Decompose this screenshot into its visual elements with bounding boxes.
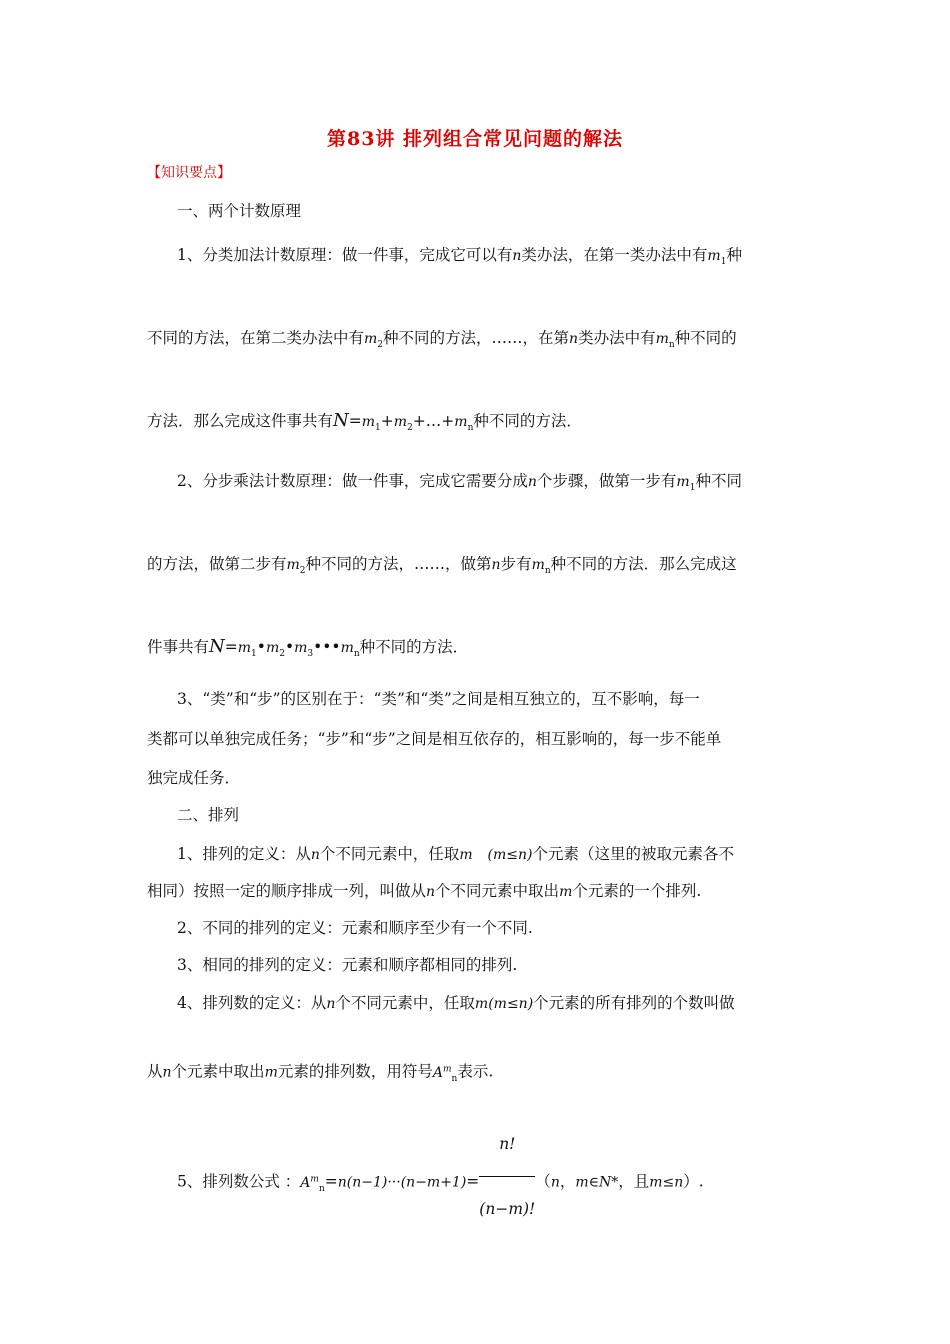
q5-formula: 5、排列数公式 ：$A^m_n=n(n-1)\cdot\cdot\cdot(n-m+1)=$ $\frac{n!}{(n-m)!}$ （n，m∈N*，且m≤n）.	[177, 1120, 704, 1245]
heading-counting-principles: 一、两个计数原理	[177, 202, 302, 220]
q3-line: 3、相同的排列的定义：元素和顺序都相同的排列.	[177, 956, 518, 974]
p2-line1: 2、分步乘法计数原理：做一件事，完成它需要分成n个步骤，做第一步有$m_1$种不同	[177, 472, 742, 493]
mn-symbol: $m_n$	[655, 331, 675, 350]
page-title: 第83讲 排列组合常见问题的解法	[326, 128, 624, 150]
p2-line3: 件事共有$N=m_1•m_2•m_3•••m_n$种不同的方法．	[147, 636, 469, 659]
p1-line3: 方法．那么完成这件事共有$N=m_1+m_2+\dots+m_n$种不同的方法．	[147, 410, 582, 433]
p1-line1: 1、分类加法计数原理：做一件事，完成它可以有n类办法，在第一类办法中有$m_1$种	[177, 246, 742, 267]
p1-line2: 不同的方法，在第二类办法中有$m_2$种不同的方法，……，在第n类办法中有$m_n$种不同的	[147, 329, 737, 350]
m2-symbol: $m_2$	[364, 331, 384, 350]
section-tag: 【知识要点】	[147, 165, 231, 181]
q4-line1: 4、排列数的定义：从n个不同元素中，任取m(m≤n)个元素的所有排列的个数叫做	[177, 994, 735, 1012]
heading-permutation: 二、排列	[177, 806, 240, 824]
p3-line3: 独完成任务．	[147, 769, 241, 787]
m1-symbol: $m_1$	[707, 248, 727, 267]
fraction: $\frac{n!}{(n-m)!}$	[479, 1114, 535, 1239]
p3-line2: 类都可以单独完成任务；“步”和“步”之间是相互依存的，相互影响的，每一步不能单	[147, 730, 722, 748]
p3-line1: 3、“类”和“步”的区别在于：“类”和“类”之间是相互独立的，互不影响，每一	[177, 690, 700, 708]
p2-line2: 的方法，做第二步有$m_2$种不同的方法，……，做第n步有$m_n$种不同的方法．那么完成这	[147, 555, 737, 576]
q1-line1: 1、排列的定义：从n个不同元素中，任取m (m≤n)个元素（这里的被取元素各不	[177, 845, 734, 863]
A-symbol: $A^m_n$	[432, 1064, 458, 1084]
q1-line2: 相同）按照一定的顺序排成一列，叫做从n个不同元素中取出m个元素的一个排列.	[147, 882, 702, 900]
q4-line2: 从n个元素中取出m元素的排列数，用符号$A^m_n$表示.	[147, 1062, 494, 1084]
q2-line: 2、不同的排列的定义：元素和顺序至少有一个不同.	[177, 919, 533, 937]
